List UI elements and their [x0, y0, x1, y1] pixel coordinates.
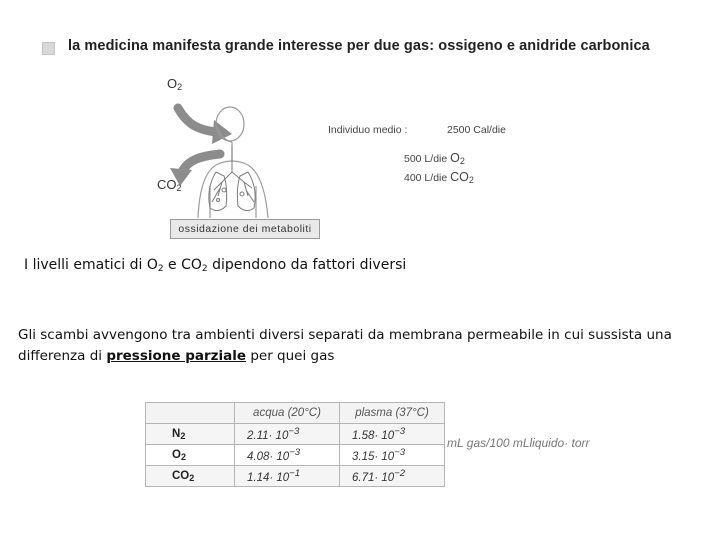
o2-figure-label: $O_2$: [167, 76, 183, 92]
value-cell: $4.08\cdot 10^{-3}$: [235, 445, 340, 466]
info-label: Individuo medio :: [328, 124, 408, 136]
table-header-cell: [146, 403, 235, 424]
o2-inward-arrow: [178, 108, 216, 132]
solubility-table: [145, 402, 445, 487]
value-cell: $2.11\cdot 10^{-3}$: [235, 424, 340, 445]
figure-caption: ossidazione dei metaboliti: [170, 219, 320, 239]
solubility-units: mL gas/100 mLliquido· torr: [447, 436, 590, 450]
partial-pressure-term: pressione parziale: [106, 348, 247, 364]
co2-outward-arrow: [182, 154, 220, 172]
value-cell: $6.71\cdot 10^{-2}$: [340, 466, 445, 487]
co2-figure-label: $CO_2$: [157, 177, 182, 193]
value-cell: $1.58\cdot 10^{-3}$: [340, 424, 445, 445]
info-energy: 2500 Cal/die: [447, 124, 506, 136]
respiration-illustration: [148, 68, 628, 243]
slide-heading: la medicina manifesta grande interesse per due gas: ossigeno e anidride carbonica: [68, 38, 650, 54]
table-row: [146, 445, 445, 466]
value-cell: $3.15\cdot 10^{-3}$: [340, 445, 445, 466]
blood-levels-statement: I livelli ematici di $O_2$ e $CO_2$ dipendono da fattori diversi: [24, 257, 407, 274]
table-row: [146, 466, 445, 487]
value-cell: $1.14\cdot 10^{-1}$: [235, 466, 340, 487]
table-header-cell: plasma (37°C): [340, 403, 445, 424]
exchange-paragraph: Gli scambi avvengono tra ambienti diversi separati da membrana permeabile in cui sussista una differenza di pressione parziale per quei gas: [18, 327, 672, 364]
info-o2-rate: 500 L/die $O_2$: [404, 151, 465, 166]
table-row: [146, 424, 445, 445]
human-torso-sketch: [198, 107, 268, 218]
gas-cell: $CO_2$: [146, 466, 235, 487]
table-header-cell: acqua (20°C): [235, 403, 340, 424]
table-header-row: [146, 403, 445, 424]
gas-cell: $N_2$: [146, 424, 235, 445]
bullet-square: [42, 42, 55, 55]
gas-cell: $O_2$: [146, 445, 235, 466]
respiration-figure: [148, 68, 628, 243]
info-co2-rate: 400 L/die $CO_2$: [404, 170, 474, 185]
